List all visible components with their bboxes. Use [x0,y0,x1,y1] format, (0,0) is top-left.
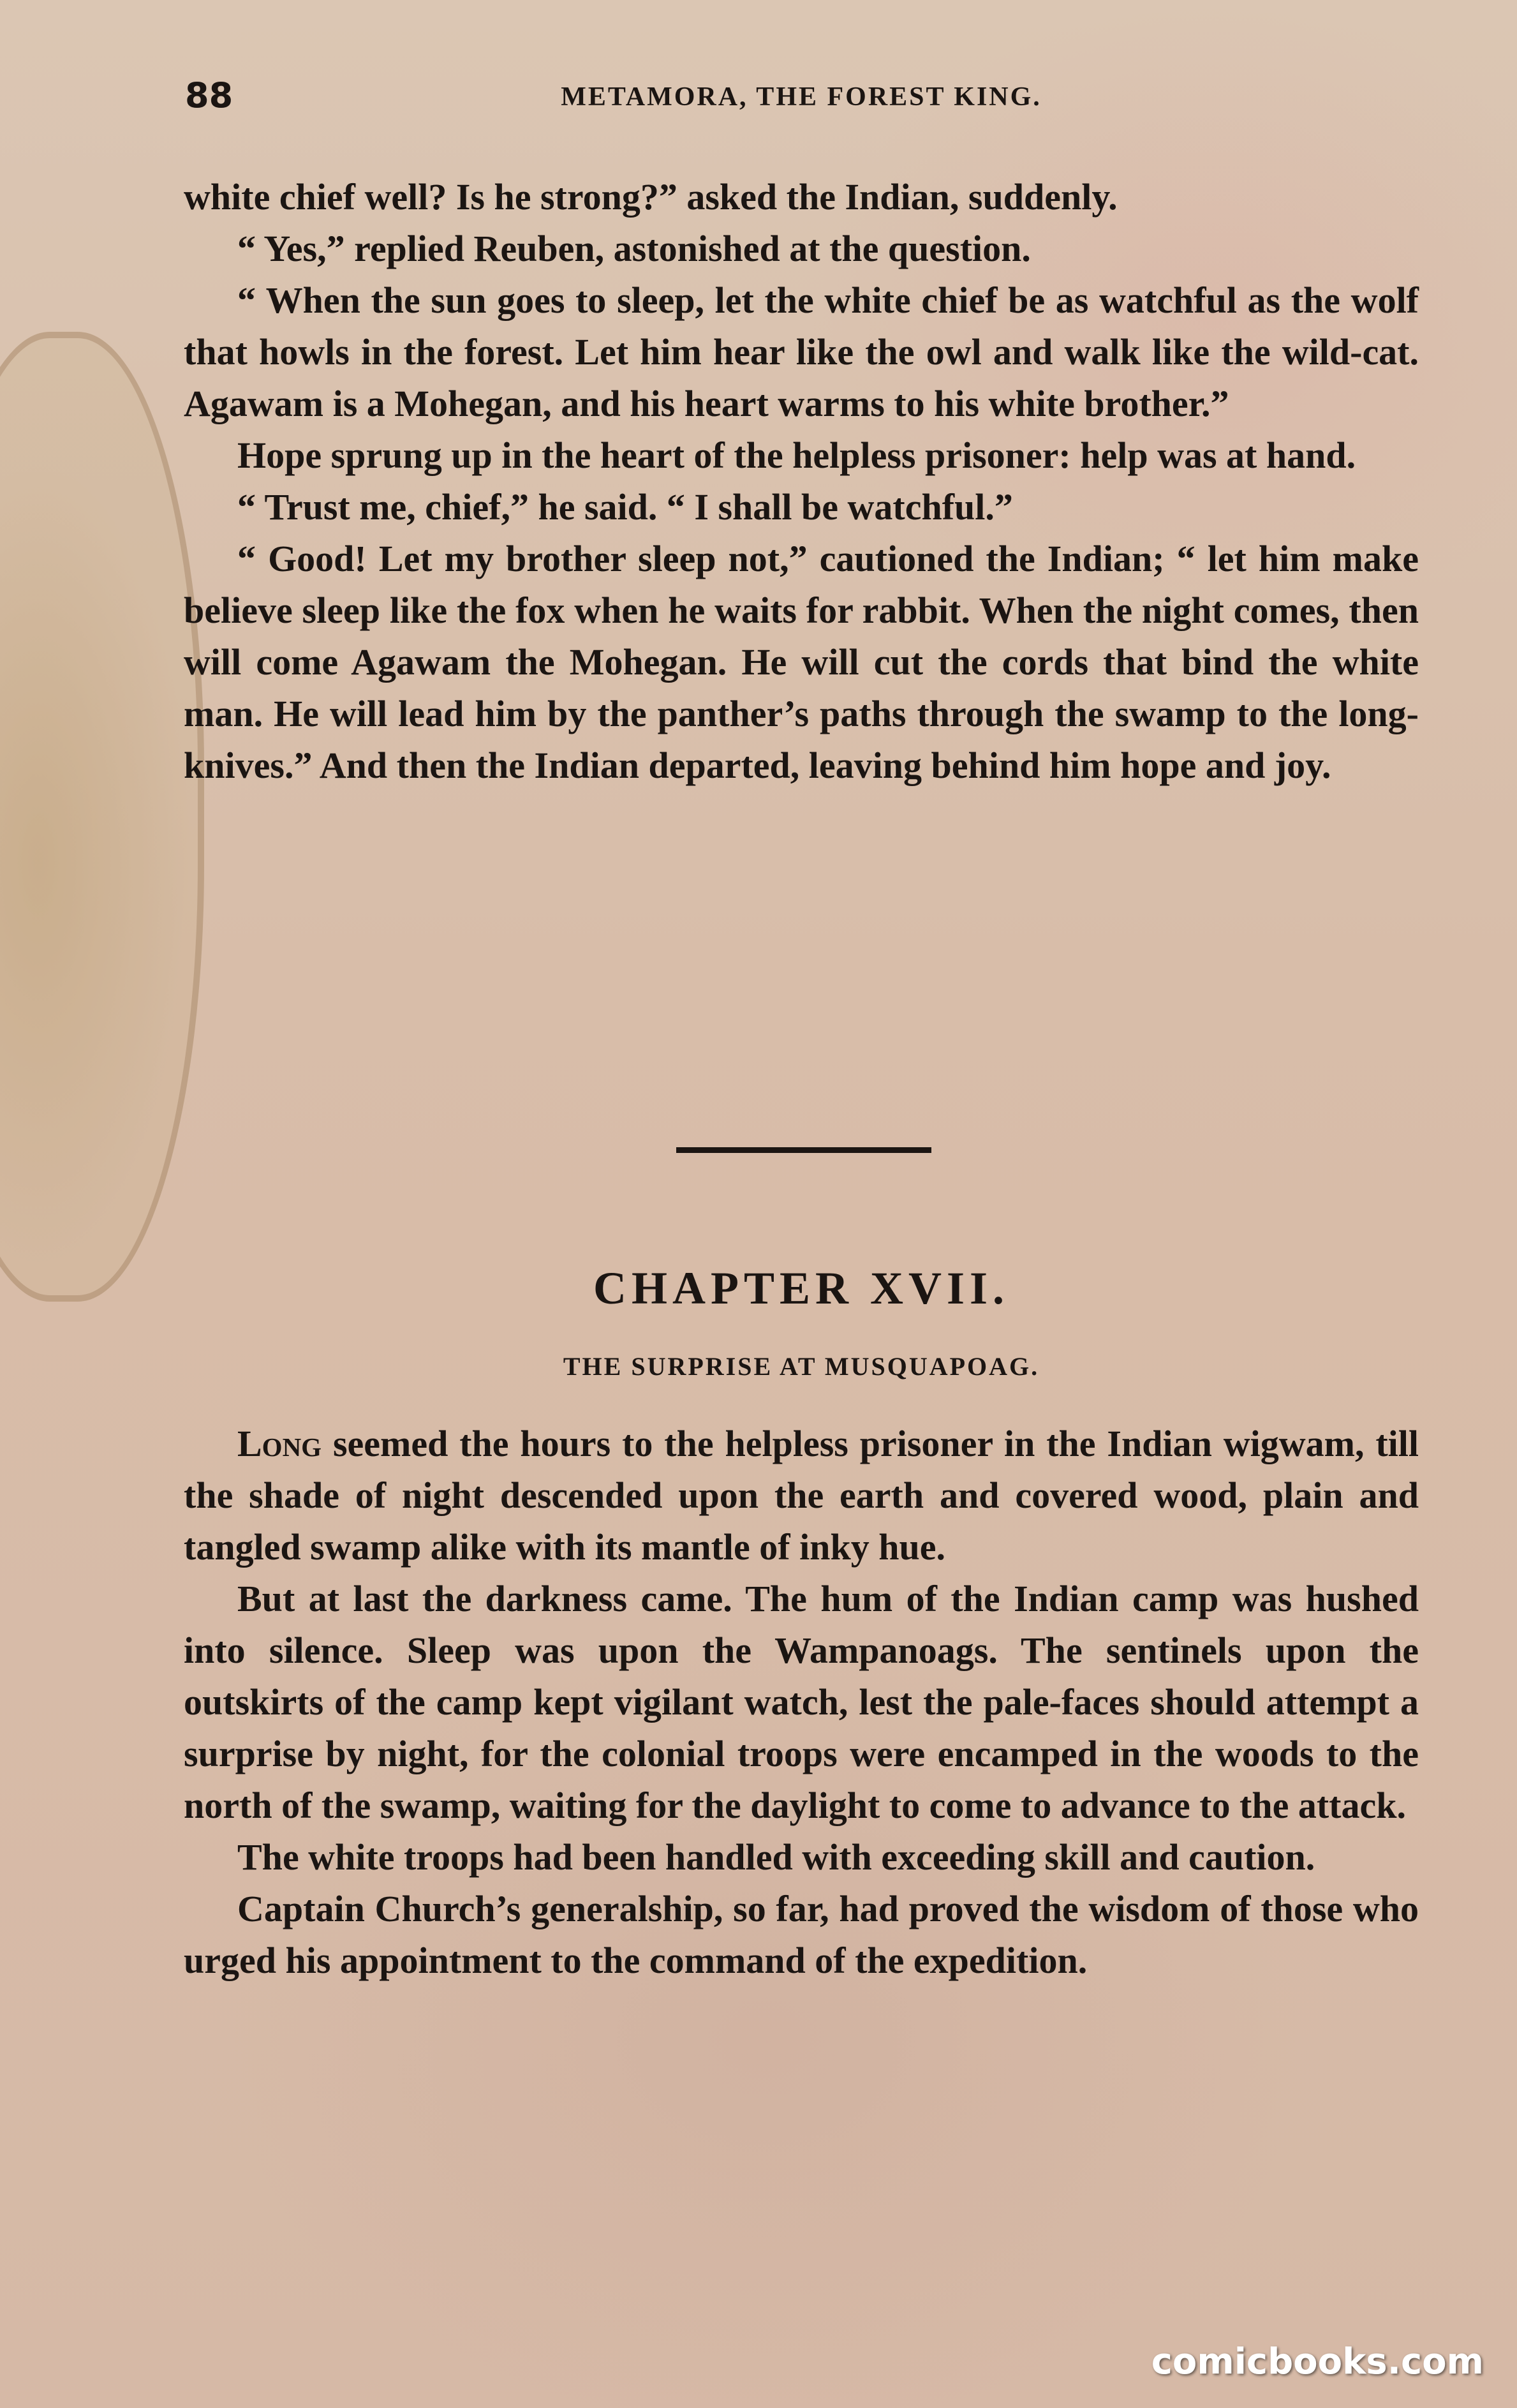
paragraph: Captain Church’s generalship, so far, had proved the wisdom of those who urged his appointment to the command of the expedition. [184,1888,1419,1981]
paragraph: Hope sprung up in the heart of the helpless prisoner: help was at hand. [237,435,1356,476]
paragraph: The white troops had been handled with exceeding skill and caution. [237,1836,1315,1878]
water-stain [0,332,204,1302]
site-watermark: comicbooks.com [1151,2341,1484,2382]
body-text-section-a [184,171,1419,791]
paragraph: white chief well? Is he strong?” asked the Indian, suddenly. [184,176,1118,218]
paragraph [184,1418,1419,1573]
body-text-section-b [184,1418,1419,1986]
opening-text: seemed the hours to the helpless prisoner in the Indian wigwam, till the shade of night descended upon the earth and covered wood, plain and tangled swamp alike with its mantle of inky hue. [184,1423,1419,1568]
paragraph: “ Trust me, chief,” he said. “ I shall be watchful.” [237,486,1013,528]
paragraph: “ Good! Let my brother sleep not,” cautioned the Indian; “ let him make believe sleep like the fox when he waits for rabbit. When the night comes, then will come Agawam the Mohegan. He will cut the cords that bind the white man. He will lead him by the panther’s paths through the swamp to the long-knives.” And then the Indian departed, leaving behind him hope and joy. [184,538,1419,786]
section-divider [676,1147,931,1153]
paragraph: “ When the sun goes to sleep, let the white chief be as watchful as the wolf that howls in the forest. Let him hear like the owl and walk like the wild-cat. Agawam is a Mohegan, and his heart warms to his white brother.” [184,279,1419,424]
chapter-subtitle: THE SURPRISE AT MUSQUAPOAG. [563,1352,1040,1381]
page-number: 88 [185,75,233,115]
paragraph: But at last the darkness came. The hum of the Indian camp was hushed into silence. Sleep was upon the Wampanoags. The sentinels upon the outskirts of the camp kept vigilant watch, lest the pale-faces should attempt a surprise by night, for the colonial troops were encamped in the woods to the north of the swamp, waiting for the daylight to come to advance to the attack. [184,1578,1419,1826]
page-header [185,75,1417,120]
running-head: METAMORA, THE FOREST KING. [561,82,1042,112]
paragraph: “ Yes,” replied Reuben, astonished at the question. [237,228,1031,269]
opening-word: Long [237,1423,322,1464]
chapter-title: CHAPTER XVII. [593,1263,1010,1314]
